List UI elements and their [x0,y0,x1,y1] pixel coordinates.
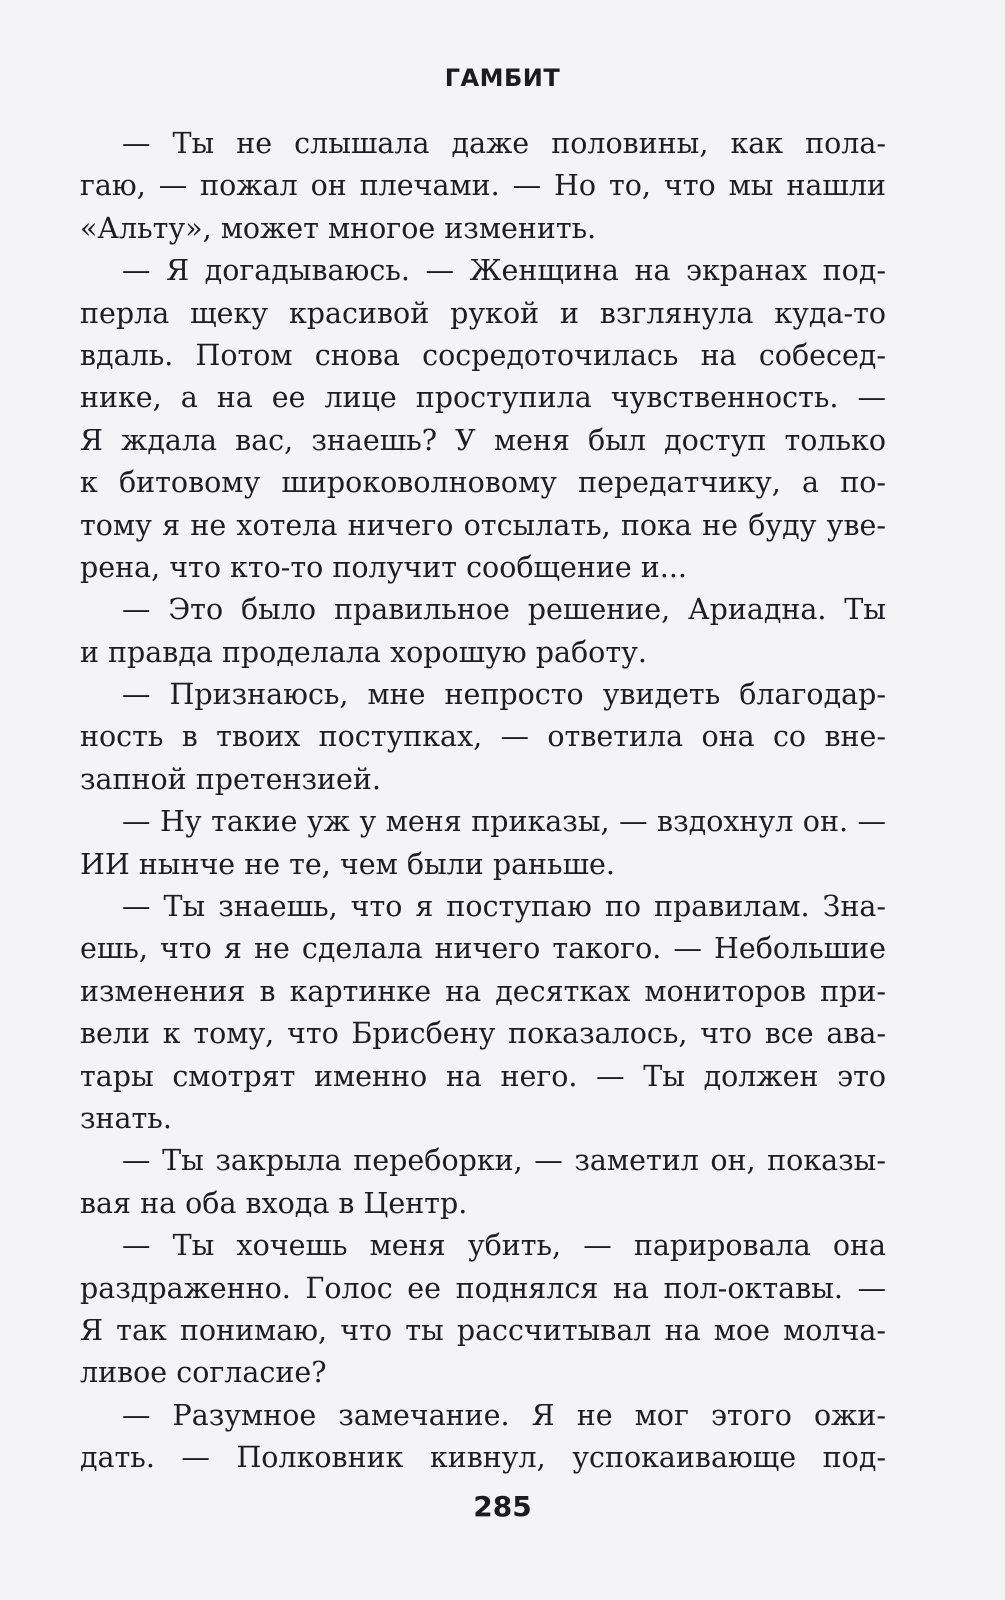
text-line: — Ты не слышала даже половины, как пола- [122,127,886,160]
text-line: нике, а на ее лице проступила чувственность. — [80,381,886,415]
text-line: — Разумное замечание. Я не мог этого ожи- [122,1398,886,1432]
text-line: — Это было правильное решение, Ариадна. Ты [122,593,886,627]
text-line: — Ты знаешь, что я поступаю по правилам. Зна- [122,890,886,924]
text-line: дать. — Полковник кивнул, успокаивающе под- [80,1441,886,1475]
text-line: ность в твоих поступках, — ответила она со вне- [80,720,886,754]
text-line: изменения в картинке на десятках мониторов при- [80,974,886,1008]
body-text [80,123,886,1480]
text-line: ешь, что я не сделала ничего такого. — Небольшие [80,932,886,966]
page-number: 285 [473,1490,532,1523]
text-line: вели к тому, что Брисбену показалось, что все ава- [80,1017,886,1051]
text-line: знать. [80,1101,172,1135]
text-line: — Ты закрыла переборки, — заметил он, показы- [122,1144,886,1178]
text-line: рена, что кто-то получит сообщение и... [80,550,687,584]
text-line: Я ждала вас, знаешь? У меня был доступ только [80,423,886,457]
text-line: гаю, — пожал он плечами. — Но то, что мы нашли [80,169,886,203]
text-line: вая на оба входа в Центр. [80,1186,468,1220]
text-line: и правда проделала хорошую работу. [80,635,647,669]
text-line: раздраженно. Голос ее поднялся на пол-октавы. — [80,1271,886,1305]
text-line: — Ну такие уж у меня приказы, — вздохнул он. — [122,805,886,839]
text-line: тары смотрят именно на него. — Ты должен это [80,1059,886,1093]
text-line: Я так понимаю, что ты рассчитывал на мое молча- [80,1313,886,1347]
running-head: ГАМБИТ [444,64,561,92]
text-line: ливое согласие? [80,1356,327,1390]
text-line: ИИ нынче не те, чем были раньше. [80,847,615,881]
text-line: «Альту», может многое изменить. [80,211,597,245]
text-line: — Признаюсь, мне непросто увидеть благодар- [122,678,886,712]
text-line: вдаль. Потом снова сосредоточилась на собесед- [80,338,886,372]
text-line: — Я догадываюсь. — Женщина на экранах под- [122,254,886,288]
text-line: перла щеку красивой рукой и взглянула куда-то [80,296,886,330]
text-line: — Ты хочешь меня убить, — парировала она [122,1229,886,1263]
text-line: к битовому широковолновому передатчику, а по- [80,466,886,500]
text-line: запной претензией. [80,762,381,796]
text-line: тому я не хотела ничего отсылать, пока не буду уве- [80,508,886,542]
